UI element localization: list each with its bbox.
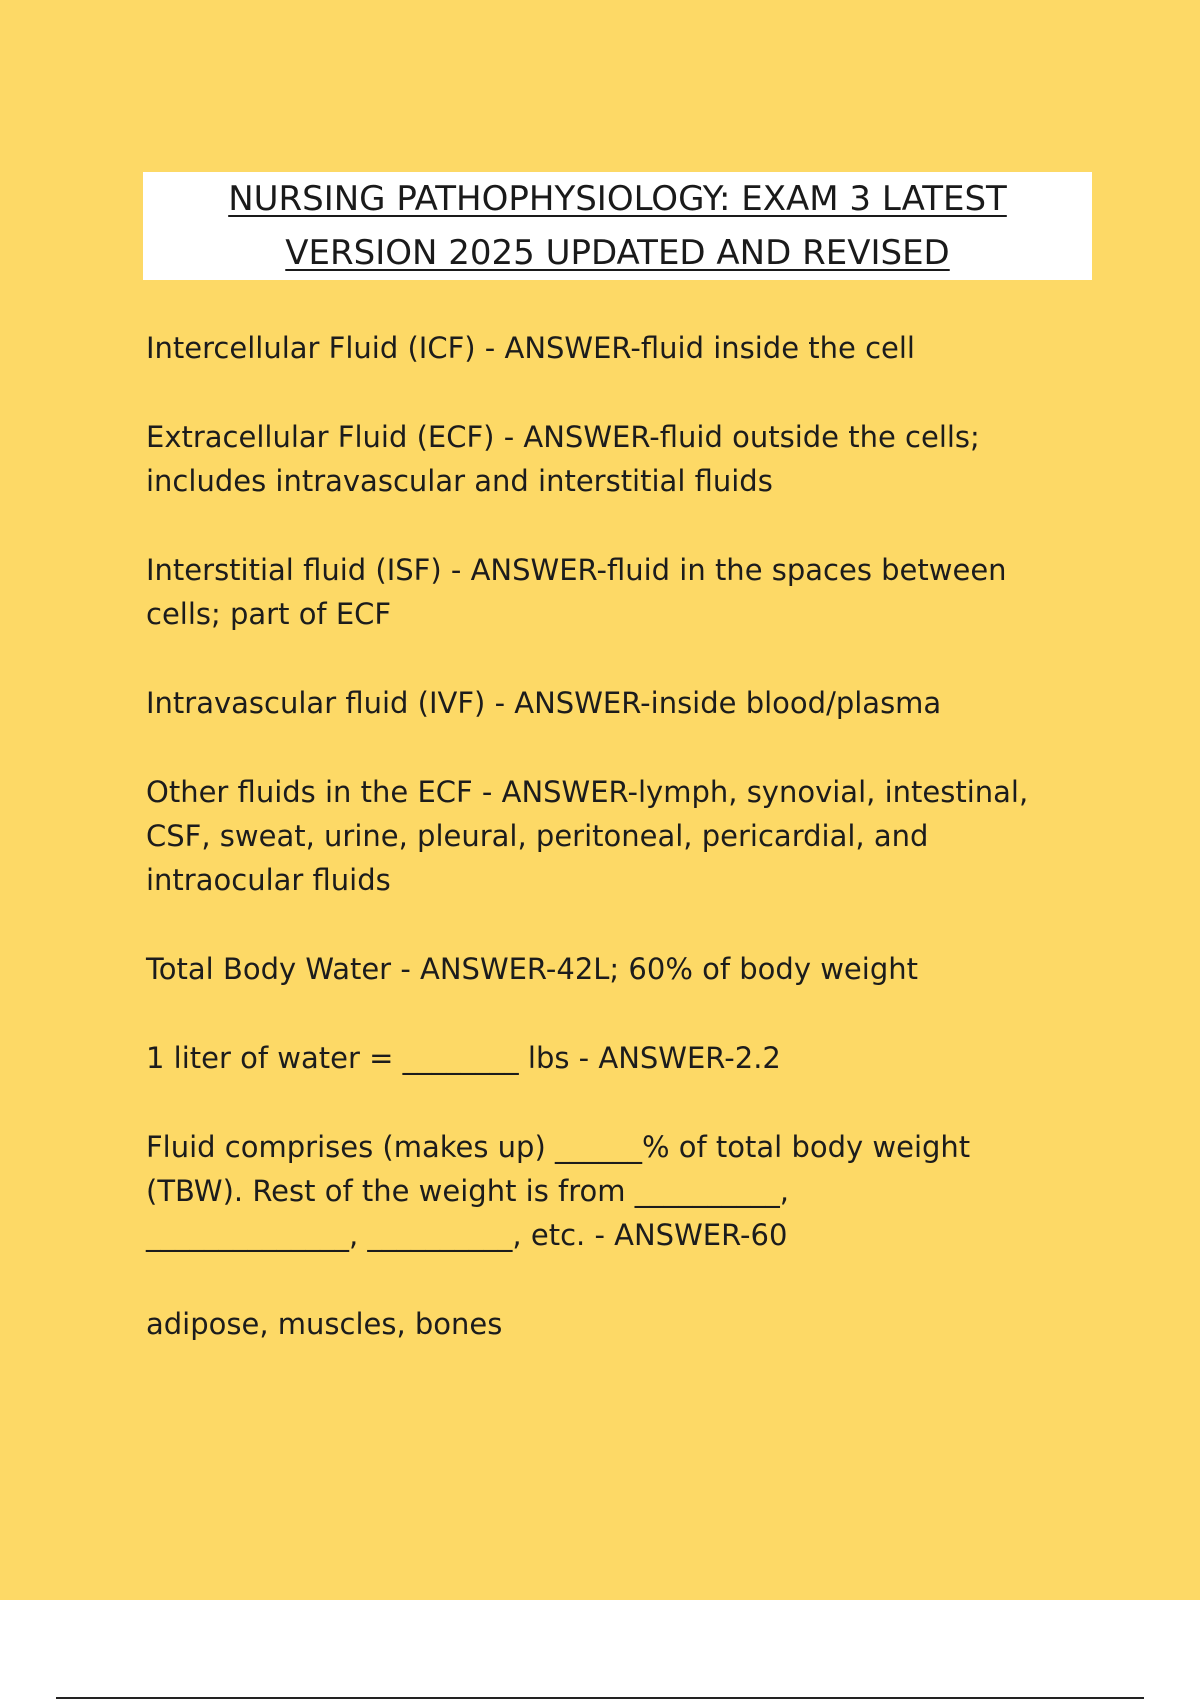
qa-entry-ecf bbox=[146, 415, 1096, 503]
qa-entry-total-body-water bbox=[146, 947, 1096, 991]
entry-line: (TBW). Rest of the weight is from __________, bbox=[146, 1174, 789, 1208]
qa-entry-weight-sources bbox=[146, 1302, 1096, 1346]
entry-line: Intravascular fluid (IVF) - ANSWER-inside blood/plasma bbox=[146, 686, 942, 720]
entry-line: Intercellular Fluid (ICF) - ANSWER-fluid inside the cell bbox=[146, 331, 915, 365]
entry-line: cells; part of ECF bbox=[146, 597, 392, 631]
qa-entry-isf bbox=[146, 548, 1096, 636]
qa-entry-icf bbox=[146, 326, 1096, 370]
qa-entry-fluid-comprises bbox=[146, 1125, 1096, 1257]
entry-line: Interstitial fluid (ISF) - ANSWER-fluid in the spaces between bbox=[146, 553, 1007, 587]
entry-line: Other fluids in the ECF - ANSWER-lymph, synovial, intestinal, bbox=[146, 775, 1029, 809]
entry-line: Total Body Water - ANSWER-42L; 60% of body weight bbox=[146, 952, 918, 986]
document-title bbox=[143, 172, 1092, 280]
qa-entry-other-fluids bbox=[146, 770, 1096, 902]
entry-line: intraocular fluids bbox=[146, 863, 391, 897]
footer-divider bbox=[56, 1697, 1144, 1699]
entry-line: ______________, __________, etc. - ANSWER-60 bbox=[146, 1218, 788, 1252]
entry-line: 1 liter of water = ________ lbs - ANSWER-2.2 bbox=[146, 1041, 781, 1075]
entry-line: Extracellular Fluid (ECF) - ANSWER-fluid outside the cells; bbox=[146, 420, 980, 454]
qa-entries bbox=[146, 326, 1096, 1391]
entry-line: Fluid comprises (makes up) ______% of total body weight bbox=[146, 1130, 971, 1164]
entry-line: CSF, sweat, urine, pleural, peritoneal, pericardial, and bbox=[146, 819, 929, 853]
title-line-1: NURSING PATHOPHYSIOLOGY: EXAM 3 LATEST bbox=[228, 179, 1007, 219]
entry-line: adipose, muscles, bones bbox=[146, 1307, 503, 1341]
entry-line: includes intravascular and interstitial fluids bbox=[146, 464, 773, 498]
qa-entry-ivf bbox=[146, 681, 1096, 725]
qa-entry-liter-of-water bbox=[146, 1036, 1096, 1080]
title-line-2: VERSION 2025 UPDATED AND REVISED bbox=[285, 233, 950, 273]
